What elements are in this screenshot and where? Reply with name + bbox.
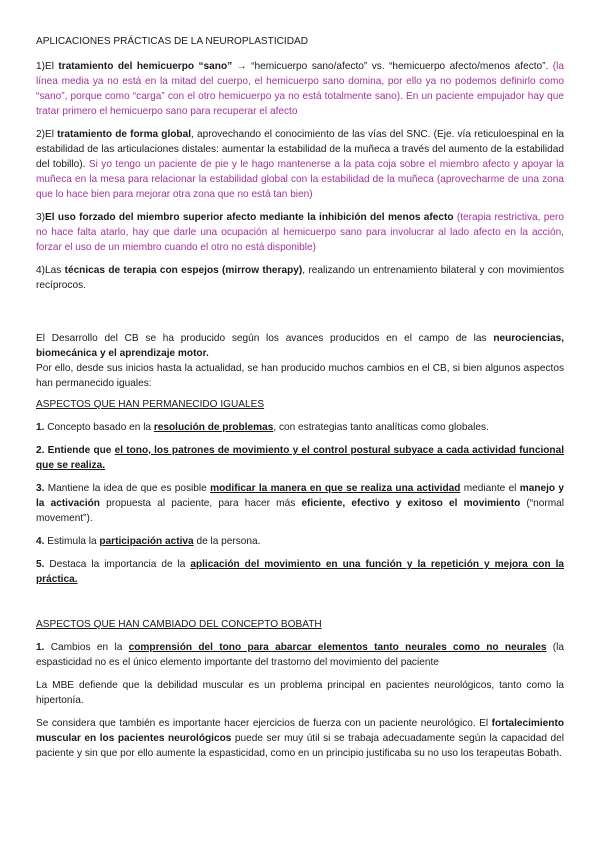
item-1-prefix: 1)El bbox=[36, 61, 59, 72]
same-1-text-2: , con estrategias tanto analíticas como globales. bbox=[273, 422, 489, 433]
intro-paragraph-2: Por ello, desde sus inicios hasta la actualidad, se han producido muchos cambios en el CB, si bien algunos aspectos han permanecido iguales: bbox=[36, 363, 564, 389]
section-heading-changed: ASPECTOS QUE HAN CAMBIADO DEL CONCEPTO BOBATH bbox=[36, 619, 322, 630]
same-5-num: 5. bbox=[36, 559, 45, 570]
changed-3-text: Se considera que también es importante hacer ejercicios de fuerza con un paciente neurológico. El bbox=[36, 718, 492, 729]
item-4-prefix: 4)Las bbox=[36, 265, 65, 276]
same-5-underlined: aplicación del movimiento en una función y la repetición y mejora con la práctica. bbox=[36, 559, 564, 585]
same-3-bold-2: manejo y la activación bbox=[36, 483, 564, 509]
document-page bbox=[36, 34, 564, 761]
same-4-text-2: de la persona. bbox=[193, 536, 261, 547]
same-2-num: 2. bbox=[36, 445, 45, 456]
same-4-text: Estimula la bbox=[44, 536, 100, 547]
item-2-bold: tratamiento de forma global bbox=[57, 129, 192, 140]
item-4 bbox=[36, 263, 564, 293]
same-3-text: Mantiene la idea de que es posible bbox=[44, 483, 211, 494]
item-2-prefix: 2)El bbox=[36, 129, 58, 140]
changed-paragraph-2: La MBE defiende que la debilidad muscular es un problema principal en pacientes neurológicos, tanto como la hipertonía. bbox=[36, 680, 564, 706]
same-1-text: Concepto basado en la bbox=[44, 422, 154, 433]
same-3-num: 3. bbox=[36, 483, 45, 494]
same-5-text: Destaca la importancia de la bbox=[44, 559, 191, 570]
changed-paragraph-3 bbox=[36, 716, 564, 761]
changed-1-num: 1. bbox=[36, 642, 45, 653]
changed-3-bold: fortalecimiento muscular en los pacientes neurológicos bbox=[36, 718, 564, 744]
arrow-icon: → bbox=[232, 61, 252, 72]
same-3-text-3: propuesta al paciente, para hacer más bbox=[99, 498, 302, 509]
changed-item-1 bbox=[36, 640, 564, 670]
item-2-text: , aprovechando el conocimiento de las vías del SNC. (Eje. vía reticuloespinal en la estabilidad de las articulaciones distales: aumentar la estabilidad de la muñeca a través del aumento de la estabilidad del tobillo). bbox=[36, 129, 565, 170]
item-1 bbox=[36, 59, 564, 119]
changed-1-text-2: (la espasticidad no es el único elemento importante del trastorno del movimiento del paciente bbox=[36, 642, 564, 668]
changed-1-text: Cambios en la bbox=[44, 642, 129, 653]
same-3-underlined: modificar la manera en que se realiza una actividad bbox=[210, 483, 461, 494]
item-4-bold: técnicas de terapia con espejos (mirrow therapy) bbox=[64, 265, 303, 276]
intro-text-1: El Desarrollo del CB se ha producido según los avances producidos en el campo de las bbox=[36, 333, 494, 344]
item-2 bbox=[36, 127, 564, 202]
changed-3-text-2: puede ser muy útil si se trabaja adecuadamente según la capacidad del paciente y sin que por ello aumente la espasticidad, como en un principio justificaba su no uso los terapeutas Bobath. bbox=[36, 733, 564, 759]
same-2-underlined: el tono, los patrones de movimiento y el control postural subyace a cada actividad funcional que se realiza. bbox=[36, 445, 564, 471]
same-3-text-2: mediante el bbox=[460, 483, 520, 494]
page-title: APLICACIONES PRÁCTICAS DE LA NEUROPLASTICIDAD bbox=[36, 36, 309, 47]
item-1-text: “hemicuerpo sano/afecto” vs. “hemicuerpo afecto/menos afecto”. bbox=[251, 61, 549, 72]
item-1-note: (la línea media ya no está en la mitad del cuerpo, el hemicuerpo sano domina, por ello ya no podemos definirlo como “sano”, porque como “carga” con el otro hemicuerpo ya no está totalmente sano). En un paciente empujador hay que tratar primero el hemicuerpo sano para recuperar el afecto bbox=[36, 61, 564, 117]
item-3-note: (terapia restrictiva, pero no hace falta atarlo, hay que darle una ocupación al hemicuerpo sano para involucrar al lado afecto en la acción, forzar el uso de un miembro cuando el otro no está disponible) bbox=[36, 212, 564, 253]
same-item-1 bbox=[36, 420, 564, 435]
same-4-underlined: participación activa bbox=[99, 536, 194, 547]
item-1-bold: tratamiento del hemicuerpo “sano” bbox=[58, 61, 233, 72]
same-2-bold: Entiende que bbox=[44, 445, 115, 456]
same-1-num: 1. bbox=[36, 422, 45, 433]
same-3-text-4: (“normal movement”). bbox=[36, 498, 564, 524]
same-item-2 bbox=[36, 443, 564, 473]
item-4-text: , realizando un entrenamiento bilateral y con movimientos recíprocos. bbox=[36, 265, 565, 291]
same-item-5 bbox=[36, 557, 564, 587]
same-3-bold-3: eficiente, efectivo y exitoso el movimiento bbox=[301, 498, 521, 509]
section-heading-same: ASPECTOS QUE HAN PERMANECIDO IGUALES bbox=[36, 399, 265, 410]
changed-1-underlined: comprensión del tono para abarcar elementos tanto neurales como no neurales bbox=[128, 642, 547, 653]
same-4-num: 4. bbox=[36, 536, 45, 547]
same-item-4 bbox=[36, 534, 564, 549]
item-3-prefix: 3) bbox=[36, 212, 45, 223]
same-item-3 bbox=[36, 481, 564, 526]
item-3-bold: El uso forzado del miembro superior afecto mediante la inhibición del menos afecto bbox=[44, 212, 454, 223]
item-2-note: Si yo tengo un paciente de pie y le hago mantenerse a la pata coja sobre el miembro afecto y apoyar la muñeca en la mesa para relacionar la estabilidad global con la estabilidad de la muñeca (aprovecharme de una zona que lo hace bien para mejorar otra zona que no está tan bien) bbox=[36, 159, 564, 200]
item-3 bbox=[36, 210, 564, 255]
same-1-underlined: resolución de problemas bbox=[153, 422, 274, 433]
intro-paragraph bbox=[36, 331, 564, 361]
intro-bold: neurociencias, biomecánica y el aprendizaje motor. bbox=[36, 333, 564, 359]
